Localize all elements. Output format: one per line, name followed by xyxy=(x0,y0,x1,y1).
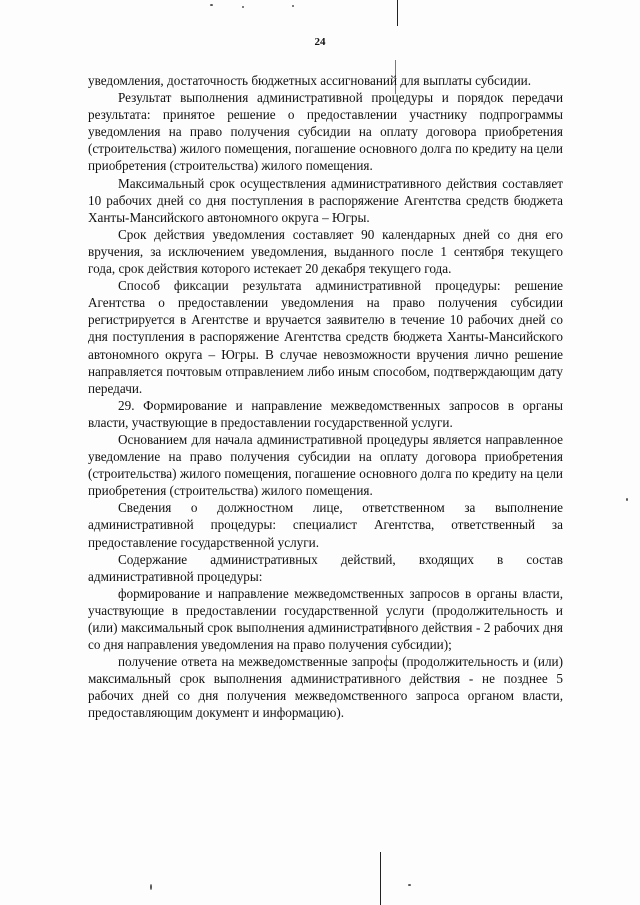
paragraph: Основанием для начала административной процедуры является направленное уведомление на право получения субсидии на оплату договора приобретения (строительства) жилого помещения, погашение основного долга по кредиту на цели приобретения (строительства) жилого помещения. xyxy=(88,431,563,499)
scan-fold-line-top xyxy=(397,0,398,26)
paragraph: Способ фиксации результата административной процедуры: решение Агентства о предоставлении уведомления на право получения субсидии регистрируется в Агентстве и вручается заявителю в течение 10 рабочих дней со дня поступления в распоряжение Агентства средств бюджета Ханты-Мансийского автономного округа – Югры. В случае невозможности вручения лично решение направляется почтовым отправлением либо иным способом, подтверждающим дату передачи. xyxy=(88,278,563,396)
scan-speck xyxy=(626,498,628,501)
scan-speck xyxy=(242,6,244,8)
paragraph: Содержание административных действий, входящих в состав административной процедуры: xyxy=(88,551,563,584)
body-text xyxy=(88,72,563,722)
paragraph: Результат выполнения административной процедуры и порядок передачи результата: принятое решение о предоставлении участнику подпрограммы уведомления на право получения субсидии на оплату договора приобретения (строительства) жилого помещения, погашение основного долга по кредиту на цели приобретения (строительства) жилого помещения. xyxy=(88,90,563,174)
scan-fold-line-bottom xyxy=(380,852,381,905)
list-item: формирование и направление межведомственных запросов в органы власти, участвующие в предоставлении государственной услуги (продолжительность и (или) максимальный срок выполнения административного действия - 2 рабочих дня со дня направления уведомления на право получения субсидии); xyxy=(88,585,563,653)
scan-speck xyxy=(408,884,411,886)
page-number: 24 xyxy=(314,36,326,48)
paragraph: Максимальный срок осуществления административного действия составляет 10 рабочих дней со дня поступления в распоряжение Агентства средств бюджета Ханты-Мансийского автономного округа – Югры. xyxy=(88,175,563,225)
paragraph: Сведения о должностном лице, ответственном за выполнение административной процедуры: специалист Агентства, ответственный за предоставление государственной услуги. xyxy=(88,500,563,550)
paragraph: Срок действия уведомления составляет 90 календарных дней со дня его вручения, за исключением уведомления, выданного после 1 сентября текущего года, срок действия которого истекает 20 декабря текущего года. xyxy=(88,226,563,277)
section-heading-29: 29. Формирование и направление межведомственных запросов в органы власти, участвующие в предоставлении государственной услуги. xyxy=(88,397,563,430)
scan-speck xyxy=(292,5,294,7)
paragraph: уведомления, достаточность бюджетных ассигнований для выплаты субсидии. xyxy=(88,73,531,88)
scan-speck xyxy=(210,4,213,6)
scan-speck xyxy=(150,884,152,890)
list-item: получение ответа на межведомственные запросы (продолжительность и (или) максимальный срок выполнения административного действия - не позднее 5 рабочих дней со дня получения межведомственного запроса органом власти, предоставляющим документ и информацию). xyxy=(88,654,563,721)
